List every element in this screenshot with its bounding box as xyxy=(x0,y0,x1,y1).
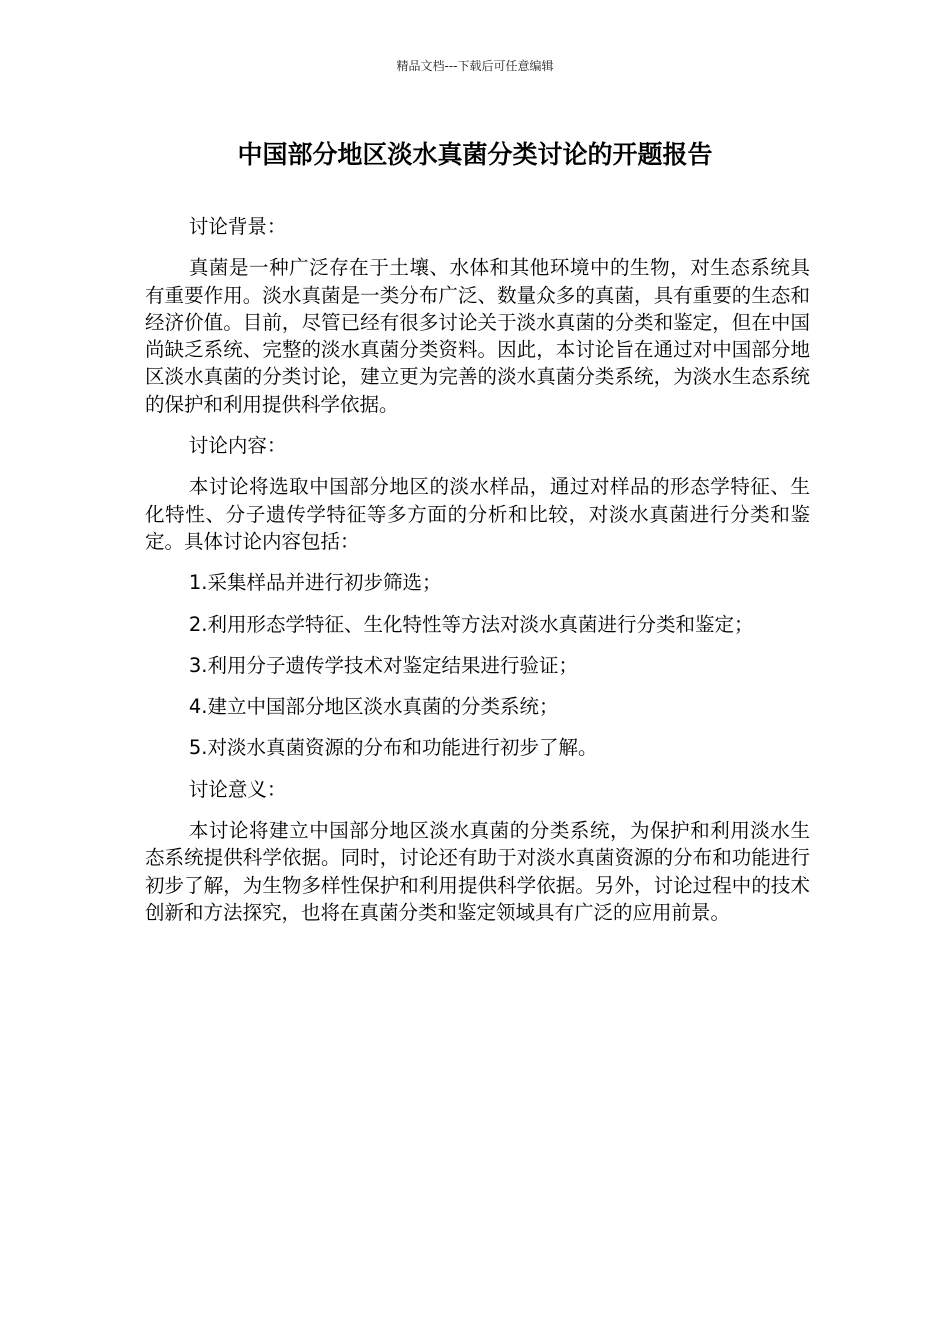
list-item: 4.建立中国部分地区淡水真菌的分类系统； xyxy=(188,695,559,719)
list-item: 1.采集样品并进行初步筛选； xyxy=(188,571,442,595)
paragraph-significance: 本讨论将建立中国部分地区淡水真菌的分类系统，为保护和利用淡水生态系统提供科学依据。同时，讨论还有助于对淡水真菌资源的分布和功能进行初步了解，为生物多样性保护和利用提供科学依据。另外，讨论过程中的技术创新和方法探究，也将在真菌分类和鉴定领域具有广泛的应用前景。 xyxy=(145,819,810,924)
document-title: 中国部分地区淡水真菌分类讨论的开题报告 xyxy=(237,140,713,169)
document-body xyxy=(145,213,810,940)
list-item: 3.利用分子遗传学技术对鉴定结果进行验证； xyxy=(188,653,578,677)
section-heading-content: 讨论内容： xyxy=(188,434,287,458)
section-heading-background: 讨论背景： xyxy=(188,215,287,238)
page-header: 精品文档---下载后可任意编辑 xyxy=(396,59,554,73)
list-item: 5.对淡水真菌资源的分布和功能进行初步了解。 xyxy=(188,736,598,760)
paragraph-content: 本讨论将选取中国部分地区的淡水样品，通过对样品的形态学特征、生化特性、分子遗传学特征等多方面的分析和比较，对淡水真菌进行分类和鉴定。具体讨论内容包括： xyxy=(145,475,810,553)
list-item: 2.利用形态学特征、生化特性等方法对淡水真菌进行分类和鉴定； xyxy=(188,612,754,636)
section-heading-significance: 讨论意义： xyxy=(188,777,287,801)
paragraph-background: 真菌是一种广泛存在于土壤、水体和其他环境中的生物，对生态系统具有重要作用。淡水真菌是一类分布广泛、数量众多的真菌，具有重要的生态和经济价值。目前，尽管已经有很多讨论关于淡水真菌的分类和鉴定，但在中国尚缺乏系统、完整的淡水真菌分类资料。因此，本讨论旨在通过对中国部分地区淡水真菌的分类讨论，建立更为完善的淡水真菌分类系统，为淡水生态系统的保护和利用提供科学依据。 xyxy=(145,256,810,416)
